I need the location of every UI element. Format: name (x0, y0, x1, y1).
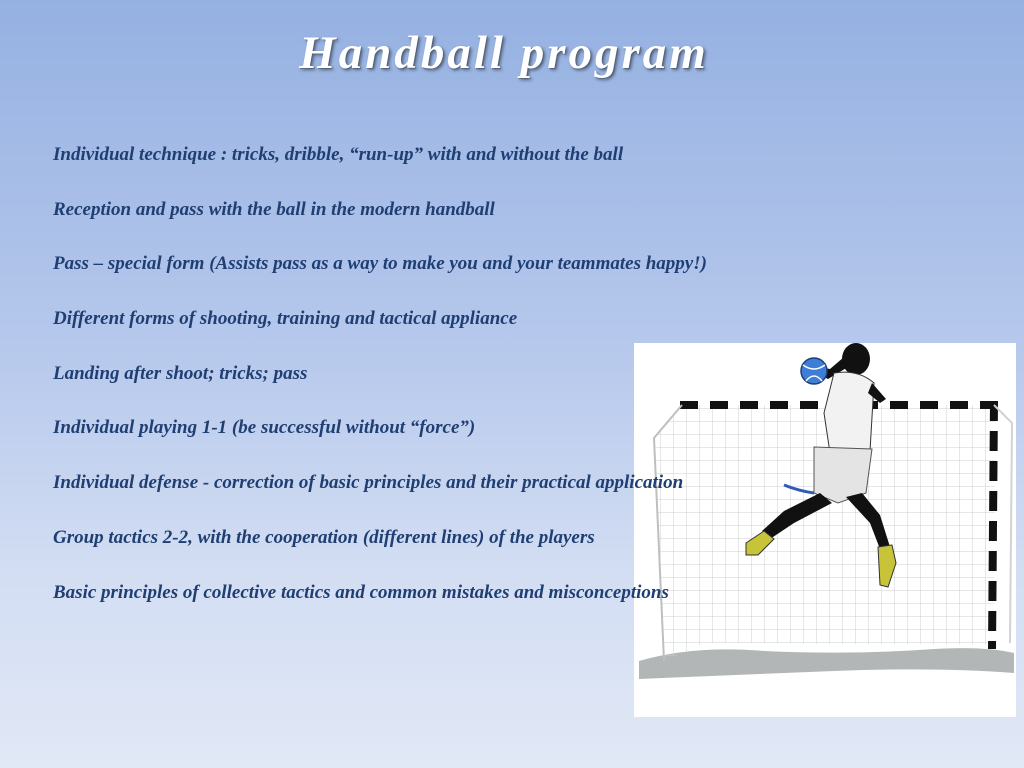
program-item: Individual defense - correction of basic principles and their practical application (53, 472, 684, 494)
slide-title: Handball program (299, 27, 709, 79)
handball-ball-icon (801, 358, 827, 384)
program-item: Different forms of shooting, training and tactical appliance (53, 308, 518, 330)
floor-shadow (639, 648, 1014, 679)
program-item: Basic principles of collective tactics and common mistakes and misconceptions (53, 581, 669, 603)
program-list (53, 142, 707, 634)
program-item: Group tactics 2-2, with the cooperation (different lines) of the players (53, 526, 595, 548)
program-item: Individual technique : tricks, dribble, “run-up” with and without the ball (53, 144, 624, 165)
program-item: Individual playing 1-1 (be successful without “force”) (53, 417, 476, 439)
program-item: Landing after shoot; tricks; pass (53, 362, 308, 384)
program-item: Reception and pass with the ball in the modern handball (53, 198, 495, 220)
program-item: Pass – special form (Assists pass as a way to make you and your teammates happy!) (53, 253, 707, 275)
goal-post-right (992, 401, 994, 649)
